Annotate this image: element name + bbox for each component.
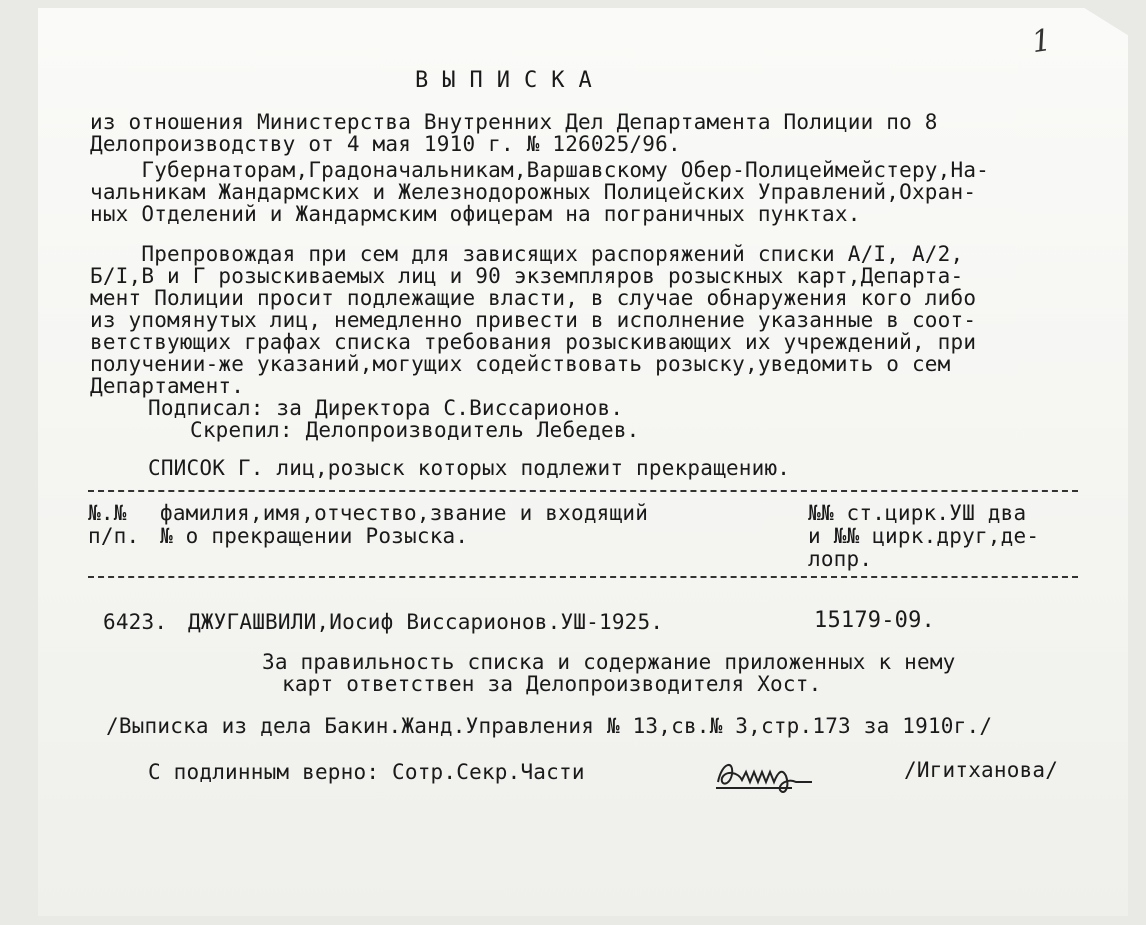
header-ref: №№ ст.цирк.УШ два (808, 501, 1027, 525)
certification-line: С подлинным верно: Сотр.Секр.Части (148, 760, 585, 784)
body-line: Препровождая при сем для зависящих распоряжений списки А/I, А/2, (90, 242, 964, 266)
countersigned-line: Скрепил: Делопроизводитель Лебедев. (190, 418, 640, 442)
list-heading: СПИСОК Г. лиц,розыск которых подлежит прекращению. (148, 456, 791, 480)
addressees-line: Губернаторам,Градоначальникам,Варшавскому Обер-Полицеймейстеру,На- (90, 158, 990, 182)
row-ref: 15179-09. (814, 608, 936, 633)
responsibility-line: карт ответствен за Делопроизводителя Хост. (282, 672, 822, 696)
signed-line: Подписал: за Директора С.Виссарионов. (148, 396, 624, 420)
body-line: из упомянутых лиц, немедленно привести в исполнение указанные в соот- (90, 308, 977, 332)
row-name: ДЖУГАШВИЛИ,Иосиф Виссарионов.УШ-1925. (188, 610, 664, 634)
document-title: ВЫПИСКА (415, 68, 606, 93)
table-top-rule (88, 490, 1078, 492)
body-line: Департамент. (90, 374, 245, 398)
addressees-line: чальникам Жандармских и Железнодорожных Полицейских Управлений,Охран- (90, 180, 977, 204)
responsibility-line: За правильность списка и содержание приложенных к нему (262, 650, 956, 674)
table-header-rule (88, 576, 1078, 578)
intro-line: из отношения Министерства Внутренних Дел Департамента Полиции по 8 (90, 110, 938, 134)
header-num: п/п. (88, 524, 140, 548)
header-num: №.№ (88, 501, 127, 525)
header-ref: лопр. (808, 547, 873, 571)
handwritten-signature (712, 752, 862, 798)
row-number: 6423. (103, 610, 168, 634)
header-name: фамилия,имя,отчество,звание и входящий (160, 501, 649, 525)
header-name: № о прекращении Розыска. (160, 524, 469, 548)
certifier-name: /Игитханова/ (904, 758, 1059, 782)
body-line: ветствующих графах списка требования розыскивающих их учреждений, при (90, 330, 977, 354)
body-line: получении-же указаний,могущих содействовать розыску,уведомить о сем (90, 352, 951, 376)
page-number: 1 (1029, 22, 1054, 61)
header-ref: и №№ цирк.друг,де- (808, 524, 1040, 548)
body-line: Б/I,В и Г розыскиваемых лиц и 90 экземпляров розыскных карт,Департа- (90, 264, 964, 288)
intro-line: Делопроизводству от 4 мая 1910 г. № 126025/96. (90, 132, 681, 156)
body-line: мент Полиции просит подлежащие власти, в случае обнаружения кого либо (90, 286, 977, 310)
source-note: /Выписка из дела Бакин.Жанд.Управления № 13,св.№ 3,стр.173 за 1910г./ (106, 714, 993, 738)
addressees-line: ных Отделений и Жандармским офицерам на пограничных пунктах. (90, 202, 861, 226)
